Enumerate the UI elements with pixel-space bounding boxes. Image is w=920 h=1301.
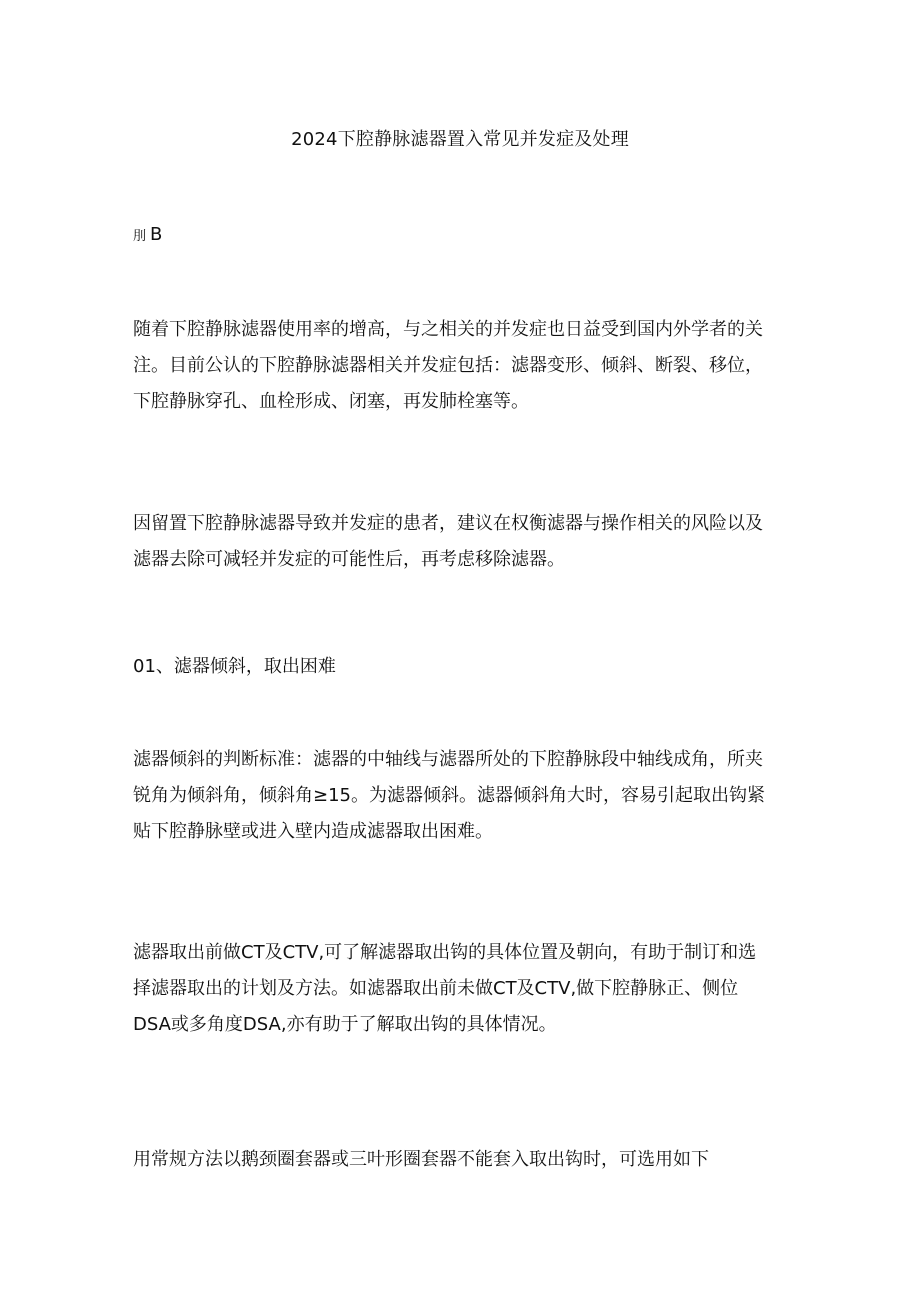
- section-heading: [133, 649, 813, 685]
- heading-text: 01、滤器倾斜，取出困难: [133, 656, 336, 677]
- section-paragraph-3: [133, 1142, 813, 1178]
- text-line: 因留置下腔静脉滤器导致并发症的患者，建议在权衡滤器与操作相关的风险以及: [133, 513, 763, 534]
- text-line: 贴下腔静脉壁或进入壁内造成滤器取出困难。: [133, 821, 493, 842]
- author-label: [133, 222, 162, 250]
- text-line: 下腔静脉穿孔、血栓形成、闭塞，再发肺栓塞等。: [133, 391, 529, 412]
- author-letter: B: [150, 224, 163, 245]
- document-title: 2024下腔静脉滤器置入常见并发症及处理: [291, 129, 629, 150]
- text-line: 注。目前公认的下腔静脉滤器相关并发症包括：滤器变形、倾斜、断裂、移位，: [133, 355, 763, 376]
- intro-paragraph-1: [133, 312, 813, 420]
- author-prefix: 刖: [133, 229, 147, 244]
- text-line: 锐角为倾斜角，倾斜角≥15。为滤器倾斜。滤器倾斜角大时，容易引起取出钩紧: [133, 785, 765, 806]
- text-line: DSA或多角度DSA,亦有助于了解取出钩的具体情况。: [133, 1014, 557, 1035]
- text-line: 滤器倾斜的判断标准：滤器的中轴线与滤器所处的下腔静脉段中轴线成角，所夹: [133, 749, 763, 770]
- text-line: 择滤器取出的计划及方法。如滤器取出前未做CT及CTV,做下腔静脉正、侧位: [133, 978, 739, 999]
- intro-paragraph-2: [133, 506, 813, 578]
- text-line: 随着下腔静脉滤器使用率的增高，与之相关的并发症也日益受到国内外学者的关: [133, 319, 763, 340]
- text-line: 用常规方法以鹅颈圈套器或三叶形圈套器不能套入取出钩时，可选用如下: [133, 1149, 709, 1170]
- section-paragraph-2: [133, 935, 813, 1043]
- section-paragraph-1: [133, 742, 813, 850]
- text-line: 滤器取出前做CT及CTV,可了解滤器取出钩的具体位置及朝向，有助于制订和选: [133, 942, 757, 963]
- text-line: 滤器去除可减轻并发症的可能性后，再考虑移除滤器。: [133, 549, 565, 570]
